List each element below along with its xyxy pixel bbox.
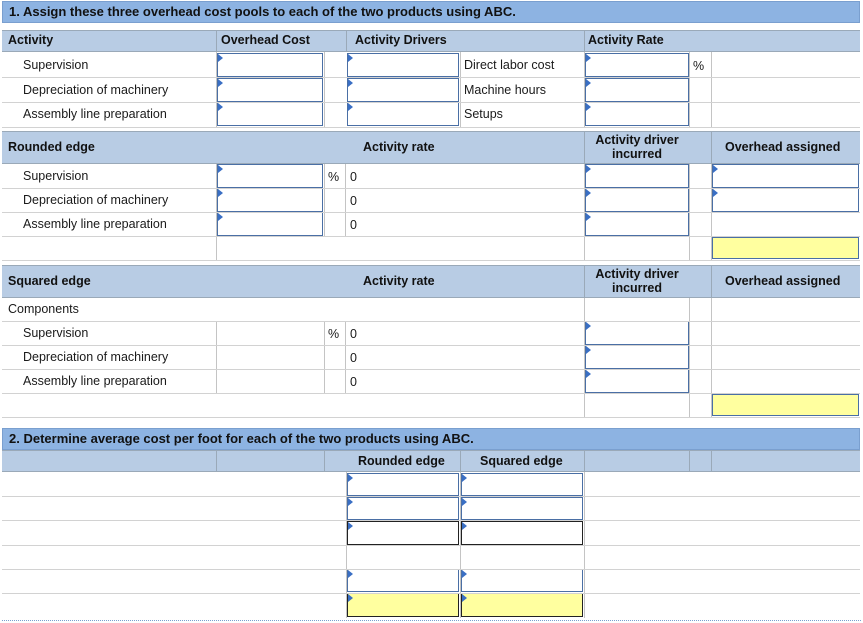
driver-label-depreciation: Machine hours (464, 83, 546, 97)
bottom-dotted-border (2, 619, 861, 621)
section2-row5-rounded-input[interactable] (347, 569, 459, 592)
rounded-row-assembly-label: Assembly line preparation (23, 217, 167, 231)
squared-driver-incurred-header (585, 267, 689, 295)
rounded-depreciation-rate: 0 (350, 194, 357, 208)
squared-assembly-rate: 0 (350, 375, 357, 389)
activity-rate-assembly-input[interactable] (585, 102, 689, 126)
rounded-driver-incurred-line1: Activity driver (595, 133, 679, 147)
rounded-activity-rate-header: Activity rate (363, 140, 435, 154)
section1-title-bar (2, 1, 860, 23)
activity-rate-supervision-input[interactable] (585, 53, 689, 77)
section2-row6-rounded-input[interactable] (347, 593, 459, 617)
rounded-assembly-driver-input[interactable] (217, 212, 323, 236)
squared-driver-incurred-line2: incurred (611, 281, 662, 295)
rounded-depreciation-assigned-input[interactable] (712, 188, 859, 212)
squared-supervision-pct: % (328, 327, 340, 341)
driver-label-assembly: Setups (464, 107, 503, 121)
activity-driver-amount-supervision-input[interactable] (347, 53, 459, 77)
squared-overhead-assigned-header: Overhead assigned (725, 274, 841, 288)
activity-driver-amount-assembly-input[interactable] (347, 102, 459, 126)
rounded-total-overhead-input[interactable] (712, 237, 859, 259)
row-assembly-label: Assembly line preparation (23, 107, 167, 121)
squared-row-assembly-label: Assembly line preparation (23, 374, 167, 388)
squared-supervision-rate: 0 (350, 327, 357, 341)
squared-driver-incurred-line1: Activity driver (595, 267, 679, 281)
rounded-supervision-rate: 0 (350, 170, 357, 184)
rounded-driver-incurred-line2: incurred (611, 147, 662, 161)
section2-row2-rounded-input[interactable] (347, 497, 459, 520)
squared-activity-rate-header: Activity rate (363, 274, 435, 288)
squared-components-label: Components (8, 302, 79, 316)
overhead-cost-assembly-input[interactable] (217, 102, 323, 126)
section2-row5-squared-input[interactable] (461, 569, 583, 592)
squared-depreciation-overhead-input[interactable] (585, 345, 689, 369)
activity-driver-amount-depreciation-input[interactable] (347, 78, 459, 102)
squared-depreciation-rate: 0 (350, 351, 357, 365)
col-header-activity-rate: Activity Rate (588, 33, 664, 47)
rounded-row-supervision-label: Supervision (23, 169, 89, 183)
rounded-overhead-assigned-header: Overhead assigned (725, 140, 841, 154)
section2-row3-rounded-input[interactable] (347, 521, 459, 545)
rounded-supervision-assigned-input[interactable] (712, 164, 859, 188)
rounded-depreciation-driver-input[interactable] (217, 188, 323, 212)
overhead-cost-depreciation-input[interactable] (217, 78, 323, 102)
squared-label: Squared edge (8, 274, 91, 288)
rounded-depreciation-overhead-input[interactable] (585, 188, 689, 212)
squared-row-supervision-label: Supervision (23, 326, 89, 340)
col-header-overhead-cost: Overhead Cost (221, 33, 310, 47)
rounded-supervision-overhead-input[interactable] (585, 164, 689, 188)
section2-row1-squared-input[interactable] (461, 473, 583, 496)
section2-row2-squared-input[interactable] (461, 497, 583, 520)
section2-row3-squared-input[interactable] (461, 521, 583, 545)
squared-supervision-overhead-input[interactable] (585, 321, 689, 345)
row-supervision-label: Supervision (23, 58, 89, 72)
section2-title: 2. Determine average cost per foot for each of the two products using ABC. (9, 431, 474, 446)
rate-unit-supervision: % (693, 59, 705, 73)
section2-title-bar (2, 428, 860, 450)
rounded-assembly-rate: 0 (350, 218, 357, 232)
section1-title: 1. Assign these three overhead cost pools to each of the two products using ABC. (9, 4, 516, 19)
rounded-assembly-overhead-input[interactable] (585, 212, 689, 236)
rounded-label: Rounded edge (8, 140, 95, 154)
section2-row1-rounded-input[interactable] (347, 473, 459, 496)
rounded-supervision-driver-input[interactable] (217, 164, 323, 188)
overhead-cost-supervision-input[interactable] (217, 53, 323, 77)
row-depreciation-label: Depreciation of machinery (23, 83, 169, 97)
squared-assembly-overhead-input[interactable] (585, 369, 689, 393)
squared-total-overhead-input[interactable] (712, 394, 859, 416)
squared-row-depreciation-label: Depreciation of machinery (23, 350, 169, 364)
rounded-driver-incurred-header (585, 133, 689, 161)
rounded-supervision-pct: % (328, 170, 340, 184)
activity-rate-depreciation-input[interactable] (585, 78, 689, 102)
section2-col-rounded: Rounded edge (358, 454, 445, 468)
section2-row6-squared-input[interactable] (461, 593, 583, 617)
section2-col-squared: Squared edge (480, 454, 563, 468)
col-header-activity-drivers: Activity Drivers (355, 33, 447, 47)
col-header-activity: Activity (8, 33, 54, 47)
rounded-row-depreciation-label: Depreciation of machinery (23, 193, 169, 207)
driver-label-supervision: Direct labor cost (464, 58, 555, 72)
